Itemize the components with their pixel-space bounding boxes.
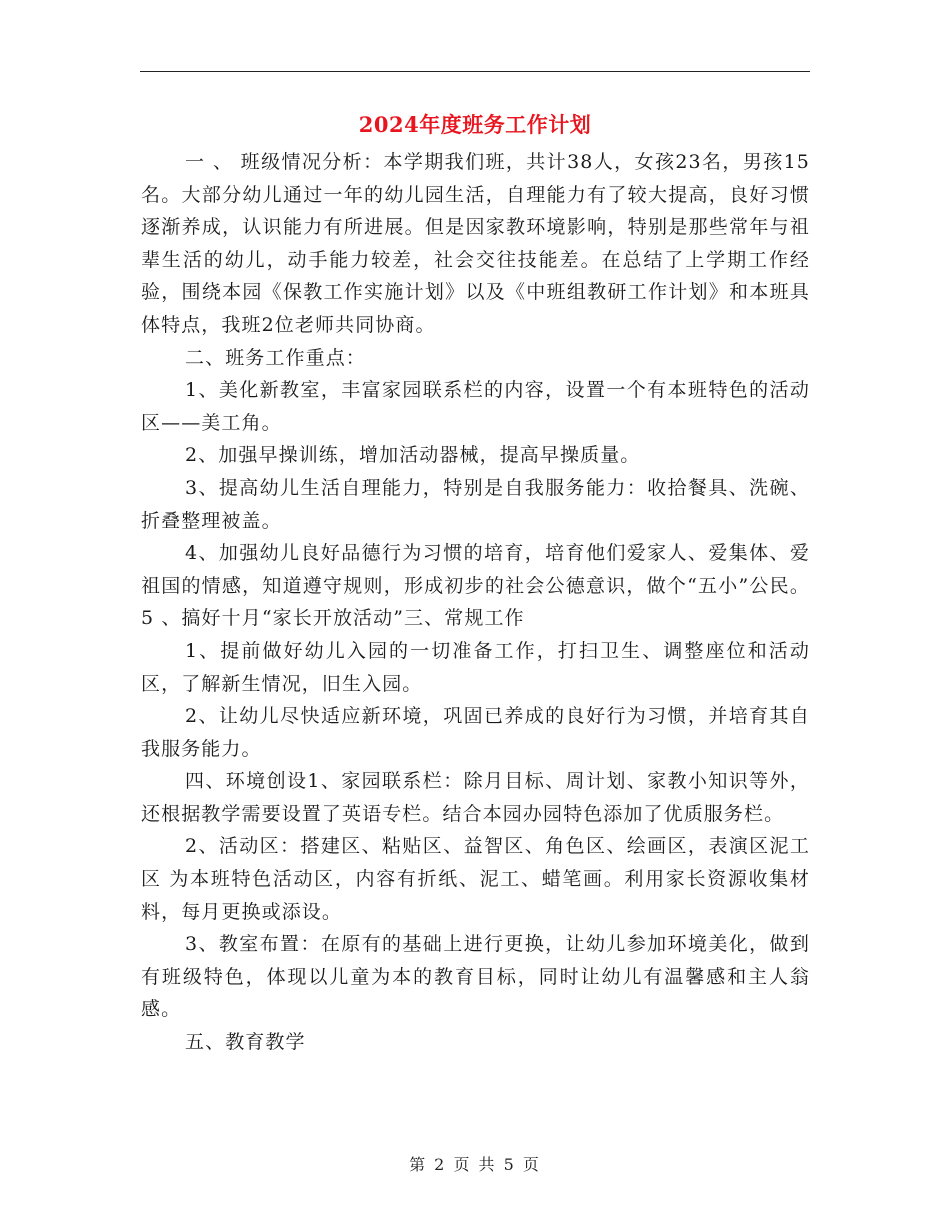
paragraph-class-analysis: 一 、 班级情况分析：本学期我们班，共计38人，女孩23名，男孩15名。大部分幼儿通过一年的幼儿园生活，自理能力有了较大提高，良好习惯逐渐养成，认识能力有所进展。但是因家教环境影响，特别是那些常年与祖辈生活的幼儿，动手能力较差，社会交往技能差。在总结了上学期工作经验，围绕本园《保教工作实施计划》以及《中班组教研工作计划》和本班具体特点，我班2位老师共同协商。: [141, 151, 810, 336]
page-number: 第 2 页 共 5 页: [409, 1155, 541, 1174]
document-body: [141, 146, 810, 1059]
paragraph-routine-1: 1、提前做好幼儿入园的一切准备工作，打扫卫生、调整座位和活动区，了解新生情况，旧生入园。: [141, 639, 810, 695]
heading-education-teaching: 五、教育教学: [185, 1031, 306, 1054]
header-rule: [140, 71, 810, 72]
heading-class-work-focus: 二、班务工作重点：: [185, 346, 366, 369]
paragraph-environment-2: 2、活动区：搭建区、粘贴区、益智区、角色区、绘画区，表演区泥工区 为本班特色活动区，内容有折纸、泥工、蜡笔画。利用家长资源收集材料，每月更换或添设。: [141, 835, 810, 923]
paragraph-focus-1: 1、美化新教室，丰富家园联系栏的内容，设置一个有本班特色的活动区——美工角。: [141, 379, 810, 434]
paragraph-focus-4: 4、加强幼儿良好品德行为习惯的培育，培育他们爱家人、爱集体、爱祖国的情感，知道遵守规则，形成初步的社会公德意识，做个“五小”公民。5 、搞好十月“家长开放活动”三、常规工作: [141, 542, 810, 630]
paragraph-focus-3: 3、提高幼儿生活自理能力，特别是自我服务能力：收拾餐具、洗碗、折叠整理被盖。: [141, 476, 810, 532]
paragraph-routine-2: 2、让幼儿尽快适应新环境，巩固已养成的良好行为习惯，并培育其自我服务能力。: [141, 705, 810, 760]
paragraph-environment-1: 四、环境创设1、家园联系栏：除月目标、周计划、家教小知识等外，还根据教学需要设置了英语专栏。结合本园办园特色添加了优质服务栏。: [141, 770, 810, 825]
document-title: 2024年度班务工作计划: [358, 112, 592, 137]
paragraph-environment-3: 3、教室布置：在原有的基础上进行更换，让幼儿参加环境美化，做到有班级特色，体现以儿童为本的教育目标，同时让幼儿有温馨感和主人翁感。: [141, 933, 810, 1021]
paragraph-focus-2: 2、加强早操训练，增加活动器械，提高早操质量。: [185, 444, 641, 467]
